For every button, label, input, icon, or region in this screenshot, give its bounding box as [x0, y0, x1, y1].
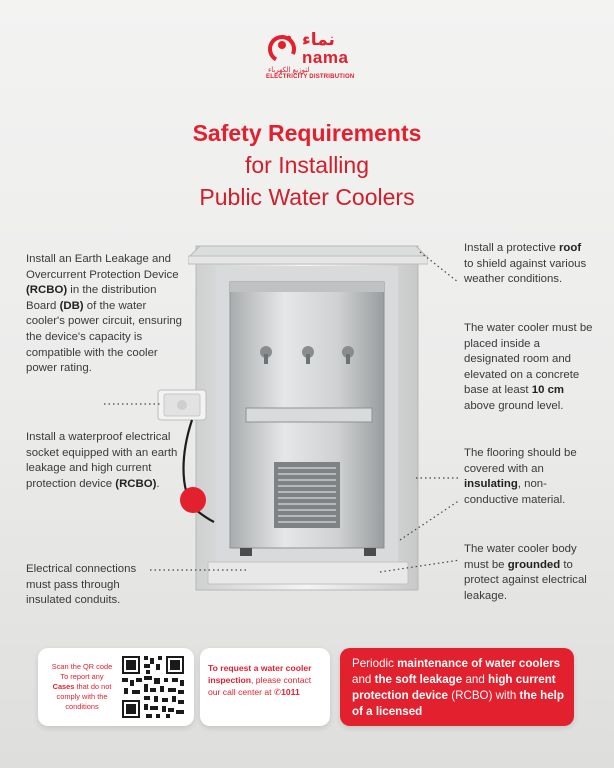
maintenance-notice-panel: [340, 648, 574, 726]
inspection-request-text: To request a water cooler inspection, please contact our call center at ✆1011: [208, 663, 312, 697]
inspection-request-panel: [200, 648, 330, 726]
text-socket: Install a waterproof electrical socket equipped with an earth leakage and high current protection device (RCBO).: [26, 431, 178, 490]
logo-arabic-sub: لتوزيع الكهرباء: [268, 66, 310, 74]
phone-icon: ✆: [273, 687, 282, 697]
logo-name: nama: [302, 48, 349, 67]
nama-logo-icon: [266, 32, 298, 64]
title-line-1: Safety Requirements: [192, 120, 422, 146]
text-flooring: The flooring should be covered with an insulating, non-conductive material.: [464, 447, 577, 506]
text-room: The water cooler must be placed inside a designated room and elevated on a concrete base at least 10 cm above ground level.: [464, 322, 593, 412]
water-cooler-illustration: [188, 236, 428, 596]
logo-arabic: نماء: [302, 30, 335, 50]
text-rcbo: Install an Earth Leakage and Overcurrent Protection Device (RCBO) in the distribution Board (DB) of the water cooler's power circuit, ensuring the device's capacity is compatible with the cooler power rating.: [26, 253, 183, 375]
title-line-3: Public Water Coolers: [199, 184, 415, 210]
text-conduits: Electrical connections must pass through insulated conduits.: [26, 563, 137, 607]
text-roof: Install a protective roof to shield against various weather conditions.: [464, 242, 587, 286]
maintenance-notice-text: Periodic maintenance of water coolers and the soft leakage and high current protection device (RCBO) with the help of a licensed: [352, 657, 564, 718]
qr-panel: [38, 648, 194, 726]
phone-number[interactable]: ✆1011: [273, 687, 300, 697]
text-grounded: The water cooler body must be grounded to protect against electrical leakage.: [464, 543, 587, 602]
qr-text: Scan the QR code To report any Cases that do not comply with the conditions: [51, 662, 113, 711]
logo-subtitle: ELECTRICITY DISTRIBUTION: [266, 74, 355, 80]
qr-code[interactable]: [120, 654, 186, 720]
nama-logo: [262, 28, 382, 80]
title-line-2: for Installing: [244, 152, 369, 178]
